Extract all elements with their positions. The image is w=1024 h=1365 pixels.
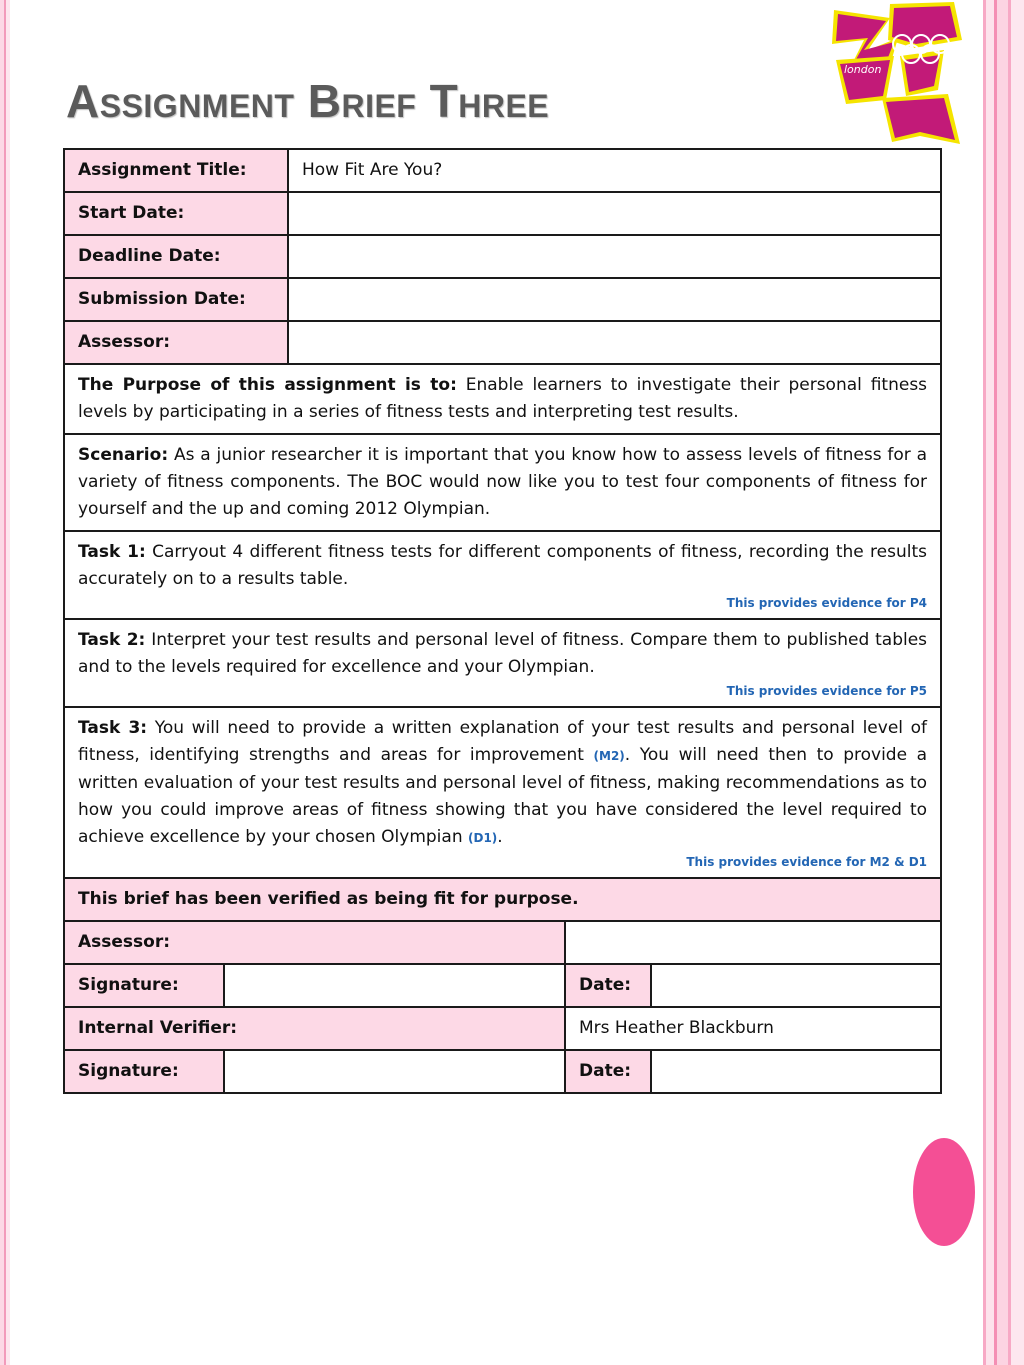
date-label: Date: [565,964,651,1007]
date-2-label: Date: [565,1050,651,1093]
svg-text:london: london [844,63,882,76]
deadline-date-field[interactable] [288,235,941,278]
criterion-d1: (D1) [468,831,498,845]
date-field[interactable] [651,964,941,1007]
date-2-field[interactable] [651,1050,941,1093]
submission-date-field[interactable] [288,278,941,321]
assignment-title-label: Assignment Title: [64,149,288,192]
task-3-text-a: You will need to provide a written explanation of your test results and personal level of fitness, identifying strengths and areas for improvement [78,718,928,765]
deadline-date-label: Deadline Date: [64,235,288,278]
verification-assessor-label: Assessor: [64,921,565,964]
task-1-text: Carryout 4 different fitness tests for different components of fitness, recording the results accurately on to a results table. [78,542,928,589]
task-3-section [64,707,941,878]
assessor-label: Assessor: [64,321,288,364]
purpose-section [64,364,941,434]
start-date-field[interactable] [288,192,941,235]
right-border-stripes [978,0,1024,1365]
task-1-section [64,531,941,619]
signature-2-field[interactable] [224,1050,565,1093]
task-1-label: Task 1: [78,542,146,562]
start-date-label: Start Date: [64,192,288,235]
task-3-text-c: . [497,827,503,847]
assignment-title-field[interactable]: How Fit Are You? [288,149,941,192]
internal-verifier-label: Internal Verifier: [64,1007,565,1050]
purpose-label: The Purpose of this assignment is to: [78,375,457,395]
signature-field[interactable] [224,964,565,1007]
internal-verifier-field[interactable]: Mrs Heather Blackburn [565,1007,941,1050]
signature-label: Signature: [64,964,224,1007]
page-title: Assignment Brief Three [66,75,550,127]
task-2-text: Interpret your test results and personal level of fitness. Compare them to published tables and to the levels required for excellence and your Olympian. [78,630,928,677]
task-2-section [64,619,941,707]
assessor-field[interactable] [288,321,941,364]
left-border-stripe [0,0,10,1365]
pink-circle-decoration [913,1138,975,1246]
task-2-evidence: This provides evidence for P5 [726,684,928,698]
purpose-text: Enable learners to investigate their personal fitness levels by participating in a series of fitness tests and interpreting test results. [78,375,928,422]
task-2-label: Task 2: [78,630,146,650]
london-2012-logo-icon [828,0,968,150]
signature-2-label: Signature: [64,1050,224,1093]
task-1-evidence: This provides evidence for P4 [726,596,928,610]
scenario-label: Scenario: [78,445,169,465]
verification-assessor-field[interactable] [565,921,941,964]
assignment-brief-table [63,148,942,1094]
verification-heading: This brief has been verified as being fit for purpose. [64,878,941,921]
scenario-text: As a junior researcher it is important that you know how to assess levels of fitness for a variety of fitness components. The BOC would now like you to test four components of fitness for yourself and the up and coming 2012 Olympian. [78,445,928,519]
task-3-evidence: This provides evidence for M2 & D1 [686,855,928,869]
scenario-section [64,434,941,531]
submission-date-label: Submission Date: [64,278,288,321]
criterion-m2: (M2) [593,749,625,763]
task-3-text-b: . You will need then to provide a written evaluation of your test results and personal level of fitness, making recommendations as to how you could improve areas of fitness showing that you have considered the level required to achieve excellence by your chosen Olympian [78,745,928,847]
task-3-label: Task 3: [78,718,148,738]
